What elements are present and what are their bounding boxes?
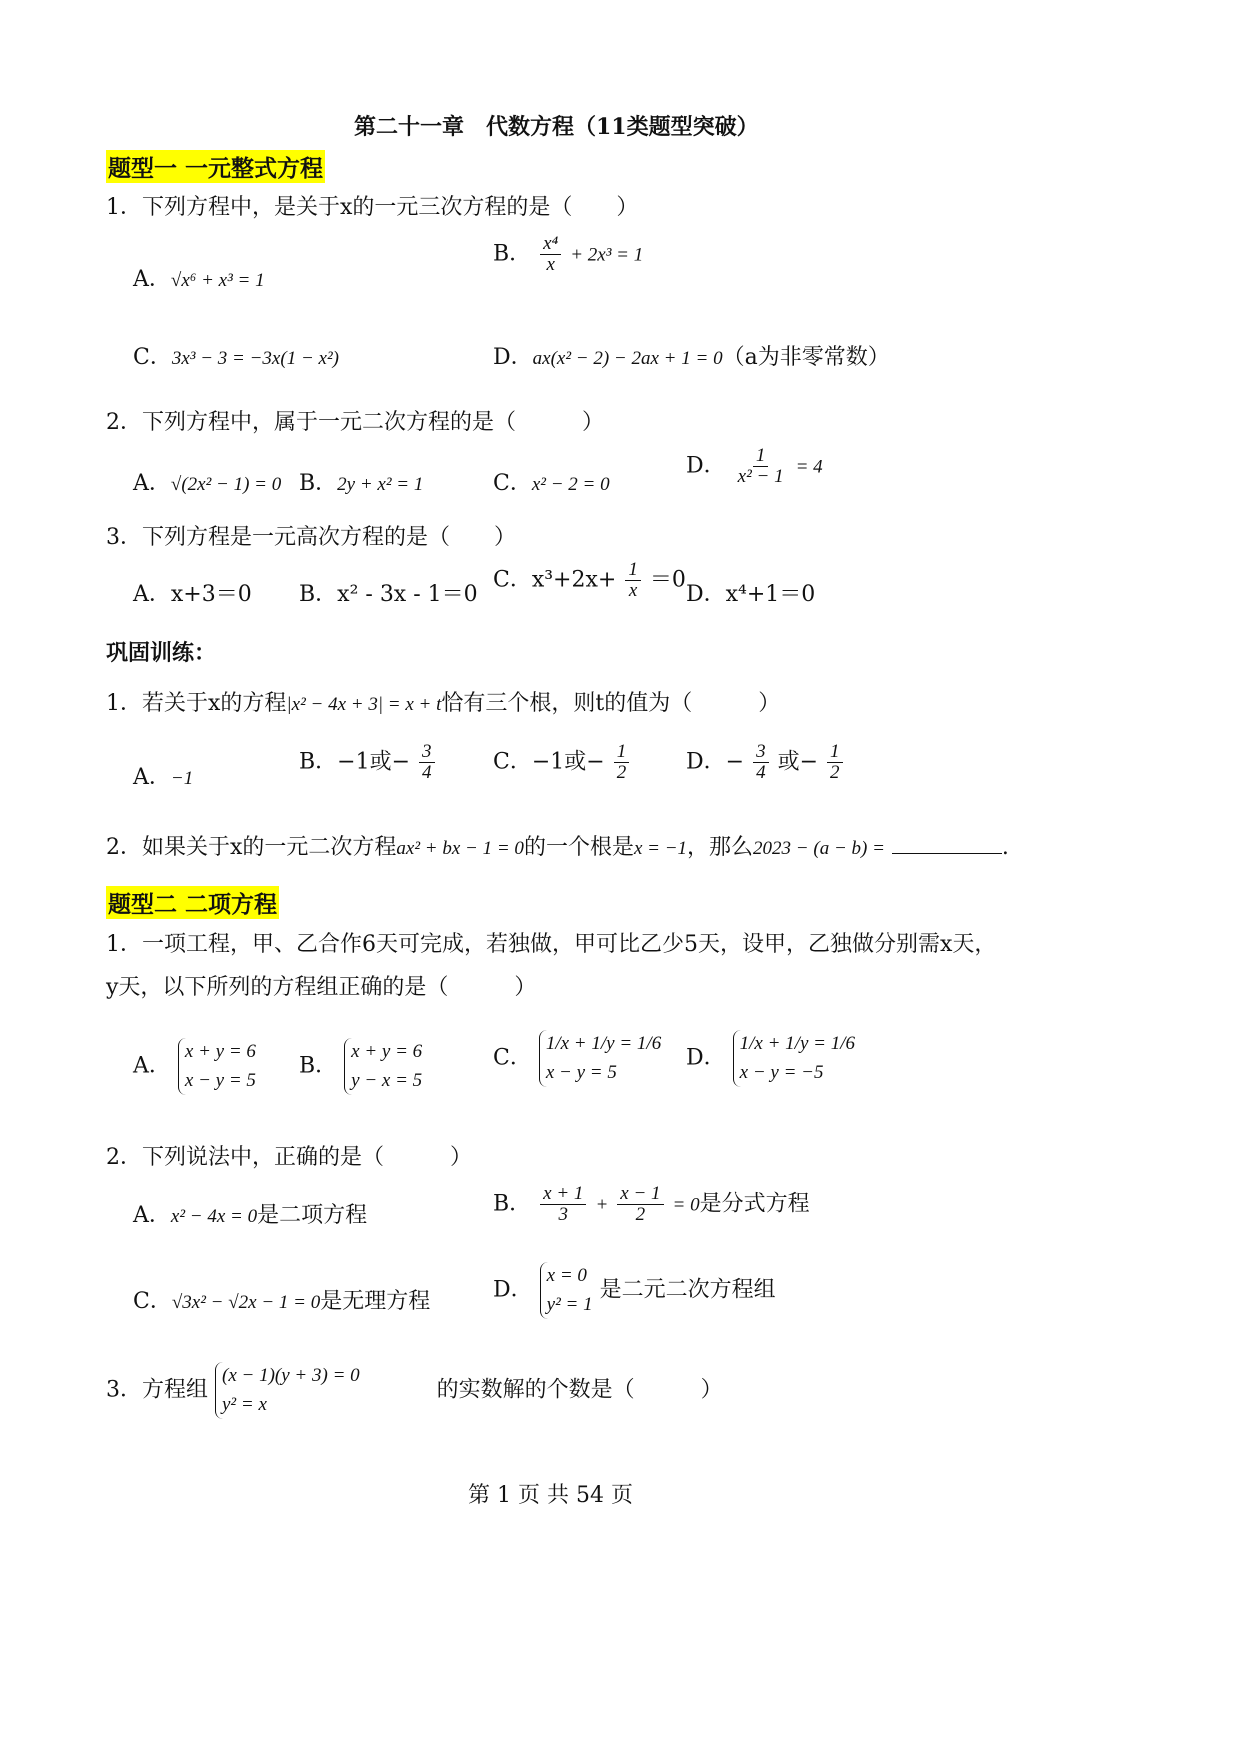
question-2-1-line-2: y天，以下所列的方程组正确的是（ ） [106, 975, 537, 1000]
option-1-1-a: A．√x⁶ + x³ = 1 [133, 267, 265, 292]
option-2-2-c: C．√3x² − √2x − 1 = 0是无理方程 [133, 1289, 431, 1314]
option-2-1-b: B． x + y = 6 y − x = 5 [299, 1038, 422, 1095]
answer-blank[interactable] [892, 835, 1002, 854]
option-2-1-a: A． x + y = 6 x − y = 5 [133, 1038, 256, 1095]
option-1-1-b: B． $\frac{\text{x⁴}}{x}$ + 2x³ = 1 [493, 233, 644, 275]
option-1-1-d: D．ax(x² − 2) − 2ax + 1 = 0（a为非零常数） [493, 345, 890, 370]
question-2-3: 3．方程组 (x − 1)(y + 3) = 0 y² = x 的实数解的个数是（ ） [106, 1362, 723, 1419]
option-1-2-d: D． $\frac{1}{\text{x² − 1}}$ = 4 [686, 445, 823, 487]
practice-option-1-b: B．−1或− $\frac{3}{4}$ [299, 742, 437, 783]
option-2-1-c: C． 1/x + 1/y = 1/6 x − y = 5 [493, 1030, 661, 1087]
practice-heading: 巩固训练： [106, 640, 217, 666]
practice-option-1-a: A．−1 [133, 765, 194, 790]
page-footer: 第 1 页 共 54 页 [468, 1483, 633, 1508]
option-1-2-a: A．√(2x² − 1) = 0 [133, 471, 282, 496]
question-2-2: 2．下列说法中，正确的是（ ） [106, 1145, 472, 1170]
section-heading-2: 题型二 二项方程 [106, 886, 279, 919]
option-2-2-d: D． x = 0 y² = 1 是二元二次方程组 [493, 1262, 776, 1319]
option-1-1-c: C．3x³ − 3 = −3x(1 − x²) [133, 345, 339, 370]
page-title: 第二十一章 代数方程（11类题型突破） [354, 114, 759, 140]
question-2-1-line-1: 1．一项工程，甲、乙合作6天可完成，若独做，甲可比乙少5天，设甲，乙独做分别需x天， [106, 932, 997, 957]
option-2-2-b: B． $\frac{x + 1}{3}$ + $\frac{x - 1}{2}$ = 0是分式方程 [493, 1183, 810, 1225]
question-1-3: 3．下列方程是一元高次方程的是（ ） [106, 525, 516, 550]
question-1-1: 1．下列方程中，是关于x的一元三次方程的是（ ） [106, 195, 639, 220]
option-1-2-c: C．x² − 2 = 0 [493, 471, 610, 496]
option-1-3-c: C．x³+2x+ $\frac{1}{x}$ ＝0 [493, 559, 686, 601]
option-2-1-d: D． 1/x + 1/y = 1/6 x − y = −5 [686, 1030, 855, 1087]
option-1-3-a: A．x+3＝0 [133, 582, 252, 607]
option-1-2-b: B．2y + x² = 1 [299, 471, 424, 496]
practice-question-2: 2．如果关于x的一元二次方程ax² + bx − 1 = 0的一个根是x = −1，那么2023 − (a − b) = . [106, 835, 1009, 860]
option-2-2-a: A．x² − 4x = 0是二项方程 [133, 1203, 368, 1228]
section-heading-1: 题型一 一元整式方程 [106, 150, 325, 183]
question-1-2: 2．下列方程中，属于一元二次方程的是（ ） [106, 410, 604, 435]
option-1-3-d: D．x⁴+1＝0 [686, 582, 816, 607]
practice-option-1-d: D．− $\frac{3}{4}$ 或− $\frac{1}{2}$ [686, 742, 845, 783]
option-1-3-b: B．x² - 3x - 1＝0 [299, 582, 478, 607]
practice-option-1-c: C．−1或− $\frac{1}{2}$ [493, 742, 631, 783]
practice-question-1: 1．若关于x的方程|x² − 4x + 3| = x + t恰有三个根，则t的值为（ ） [106, 691, 781, 716]
